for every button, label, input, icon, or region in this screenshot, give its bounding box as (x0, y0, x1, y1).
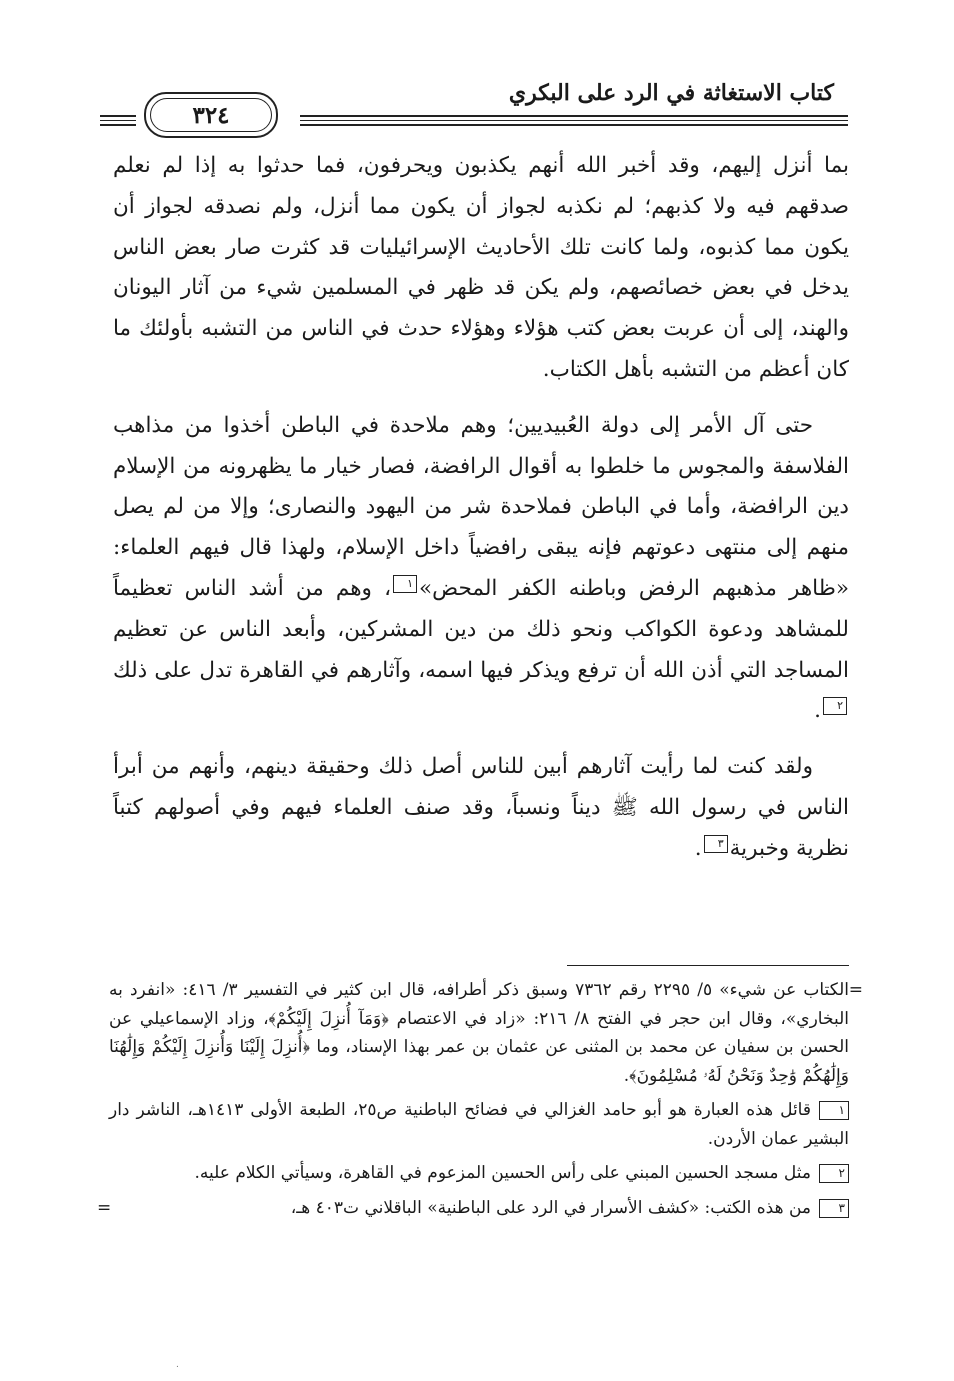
footnote-2 (109, 1159, 849, 1188)
footnote-3 (97, 1194, 849, 1223)
page-number: ٣٢٤ (192, 101, 230, 129)
paragraph-3-text: ولقد كنت لما رأيت آثارهم أبين للناس أصل ذلك وحقيقة دينهم، وأنهم من أبرأ الناس في رسول الله ﷺ ديناً ونسباً، وقد صنف العلماء فيهم وفي أصولهم كتباً نظرية وخبرية (113, 754, 849, 861)
page-number-frame (144, 92, 278, 138)
footnote-marker-1: ١ (819, 1101, 849, 1120)
page-header (100, 72, 848, 132)
paragraph-2-end: . (814, 698, 821, 724)
continuation-mark-end: = (97, 1197, 112, 1218)
footnotes (97, 976, 863, 1228)
footnote-ref-2[interactable]: ٢ (823, 697, 847, 715)
main-text (113, 146, 849, 885)
footnote-separator (567, 965, 849, 966)
continuation-mark: = (848, 980, 863, 1000)
footnote-1 (109, 1096, 849, 1153)
footnote-continued-text: الكتاب عن شيء» ٥/ ٢٢٩٥ رقم ٧٣٦٢ وسبق ذكر أطرافه، قال ابن كثير في التفسير ٣/ ٤١٦: «انفرد به البخاري»، وقال ابن حجر في الفتح ٨/ ٢١٦: «زاد في الاعتصام ﴿وَمَآ أُنزِلَ إِلَيْكُمْ﴾، وزاد الإسماعيلي عن الحسن بن سفيان عن محمد بن المثنى عن عثمان بن عمر بهذا الإسناد، وما ﴿أُنزِلَ إِلَيْنَا وَأُنزِلَ إِلَيْكُمْ وَإِلَٰهُنَا وَإِلَٰهُكُمْ وَٰحِدٌ وَنَحْنُ لَهُۥ مُسْلِمُونَ﴾. (109, 980, 849, 1086)
footnote-2-text: مثل مسجد الحسين المبني على رأس الحسين المزعوم في القاهرة، وسيأتي الكلام عليه. (194, 1163, 811, 1183)
paragraph-3-end: . (694, 835, 702, 861)
paragraph-2-text-a: حتى آل الأمر إلى دولة العُبيديين؛ وهم ملاحدة في الباطن أخذوا من مذاهب الفلاسفة والمجوس ما خلطوا به أقوال الرافضة، فصار خيار ما يظهرونه من الإسلام دين الرافضة، وأما في الباطن فملاحدة شر من اليهود والنصارى؛ وإلا من لم يصل منهم إلى منتهى دعوتهم فإنه يبقى رافضياً داخل الإسلام، ولهذا قال فيهم العلماء: «ظاهر مذهبهم الرفض وباطنه الكفر المحض» (113, 412, 849, 601)
footnote-ref-3[interactable]: ٣ (704, 835, 728, 853)
header-rule (300, 115, 848, 117)
paragraph-2 (113, 406, 849, 732)
header-rule (300, 120, 848, 121)
footnote-ref-1[interactable]: ١ (393, 575, 417, 593)
footnote-3-text: من هذه الكتب: «كشف الأسرار في الرد على الباطنية» الباقلاني ت٤٠٣ هـ، (290, 1197, 811, 1218)
footnote-1-text: قائل هذه العبارة هو أبو حامد الغزالي في فضائح الباطنية ص٢٥، الطبعة الأولى ١٤١٣هـ، الناشر دار البشير عمان الأردن. (109, 1100, 849, 1149)
footnote-continued (109, 976, 863, 1090)
header-rule (300, 124, 848, 126)
book-title: كتاب الاستغاثة في الرد على البكري (508, 80, 834, 106)
paragraph-2-text-b: ، وهم من أشد الناس تعظيماً للمشاهد ودعوة الكواكب ونحو ذلك من دين المشركين، وأبعد الناس عن تعظيم المساجد التي أذن الله أن ترفع ويذكر فيها اسمه، وآثارهم في القاهرة تدل على ذلك (113, 575, 849, 683)
paragraph-1: بما أنزل إليهم، وقد أخبر الله أنهم يكذبون ويحرفون، فما حدثوا به إذا لم نعلم صدقهم فيه ولا كذبهم؛ لم نكذبه لجواز أن يكون مما أنزل، ولم نصدقه لجواز أن يكون مما كذبوه، ولما كانت تلك الأحاديث الإسرائيليات قد كثرت صار بعض الناس يدخل في بعض خصائصهم، ولم يكن قد ظهر في المسلمين شيء من آثار اليونان والهند، إلى أن عربت بعض كتب هؤلاء وهؤلاء حدث في الناس من التشبه بأولئك ما كان أعظم من التشبه بأهل الكتاب. (113, 153, 849, 382)
footnote-marker-2: ٢ (819, 1164, 849, 1183)
paragraph-3 (113, 747, 849, 869)
footnote-marker-3: ٣ (819, 1199, 849, 1218)
scan-mark: . (176, 1360, 179, 1370)
header-rule (100, 115, 136, 117)
header-rule (100, 120, 136, 121)
header-rule (100, 124, 136, 126)
